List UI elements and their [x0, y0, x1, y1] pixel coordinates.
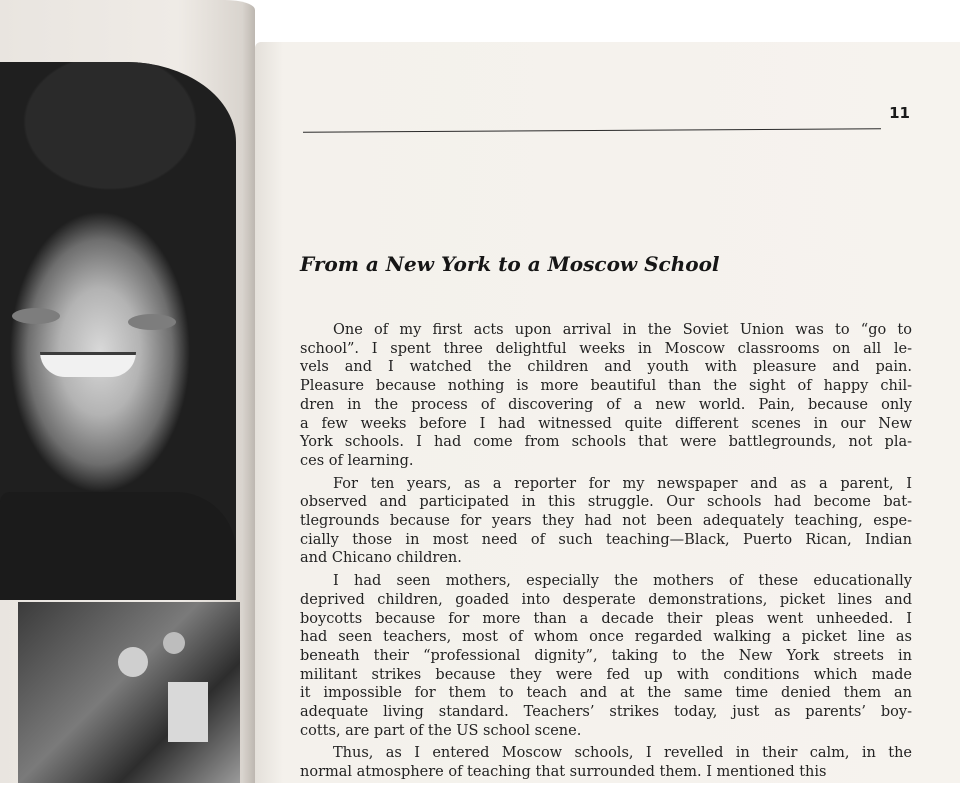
text-line: and Chicano children. — [300, 550, 462, 567]
right-page — [255, 42, 960, 783]
text-line: ces of learning. — [300, 452, 414, 469]
text-line: had seen teachers, most of whom once regarded walking a picket line as — [300, 629, 912, 646]
text-line: normal atmosphere of teaching that surrounded them. I mentioned this — [300, 764, 827, 781]
text-line: dren in the process of discovering of a new world. Pain, because only — [300, 396, 912, 413]
text-line: beneath their “professional dignity”, taking to the New York streets in — [300, 647, 912, 664]
portrait-hair — [0, 62, 236, 222]
text-line: Thus, as I entered Moscow schools, I revelled in their calm, in the — [333, 745, 912, 762]
portrait-collar — [0, 492, 236, 600]
left-page — [0, 0, 255, 783]
text-line: adequate living standard. Teachers’ strikes today, just as parents’ boy- — [300, 704, 912, 721]
classroom-figure — [118, 647, 148, 677]
classroom-photo — [18, 602, 240, 783]
text-line: school”. I spent three delightful weeks in Moscow classrooms on all le- — [300, 340, 912, 357]
text-line: vels and I watched the children and youth with pleasure and pain. — [300, 359, 912, 376]
portrait-left-eye — [12, 308, 60, 324]
page-number: 11 — [889, 104, 910, 122]
body-text — [300, 321, 912, 786]
chapter-title: From a New York to a Moscow School — [300, 252, 720, 276]
text-line: cotts, are part of the US school scene. — [300, 722, 582, 739]
portrait-photo — [0, 62, 236, 600]
text-line: I had seen mothers, especially the mothers of these educationally — [333, 573, 912, 590]
text-line: cially those in most need of such teaching—Black, Puerto Rican, Indian — [300, 531, 912, 548]
paragraph — [300, 572, 912, 740]
text-line: militant strikes because they were fed up with conditions which made — [300, 666, 912, 683]
text-line: boycotts because for more than a decade their pleas went unheeded. I — [300, 610, 912, 627]
classroom-figure — [163, 632, 185, 654]
header-rule — [303, 128, 881, 133]
text-line: observed and participated in this struggle. Our schools had become bat- — [300, 494, 912, 511]
text-line: York schools. I had come from schools that were battlegrounds, not pla- — [300, 434, 912, 451]
text-line: For ten years, as a reporter for my newspaper and as a parent, I — [333, 475, 912, 492]
text-line: One of my first acts upon arrival in the Soviet Union was to “go to — [333, 322, 912, 338]
paragraph — [300, 321, 912, 471]
portrait-right-eye — [128, 314, 176, 330]
text-line: a few weeks before I had witnessed quite different scenes in our New — [300, 415, 912, 432]
paragraph — [300, 744, 912, 781]
text-line: it impossible for them to teach and at the same time denied them an — [300, 685, 912, 702]
classroom-figure — [168, 682, 208, 742]
text-line: deprived children, goaded into desperate demonstrations, picket lines and — [300, 591, 912, 608]
text-line: tlegrounds because for years they had not been adequately teaching, espe- — [300, 513, 912, 530]
portrait-mouth — [40, 352, 136, 377]
paragraph — [300, 475, 912, 569]
text-line: Pleasure because nothing is more beautiful than the sight of happy chil- — [300, 378, 912, 395]
